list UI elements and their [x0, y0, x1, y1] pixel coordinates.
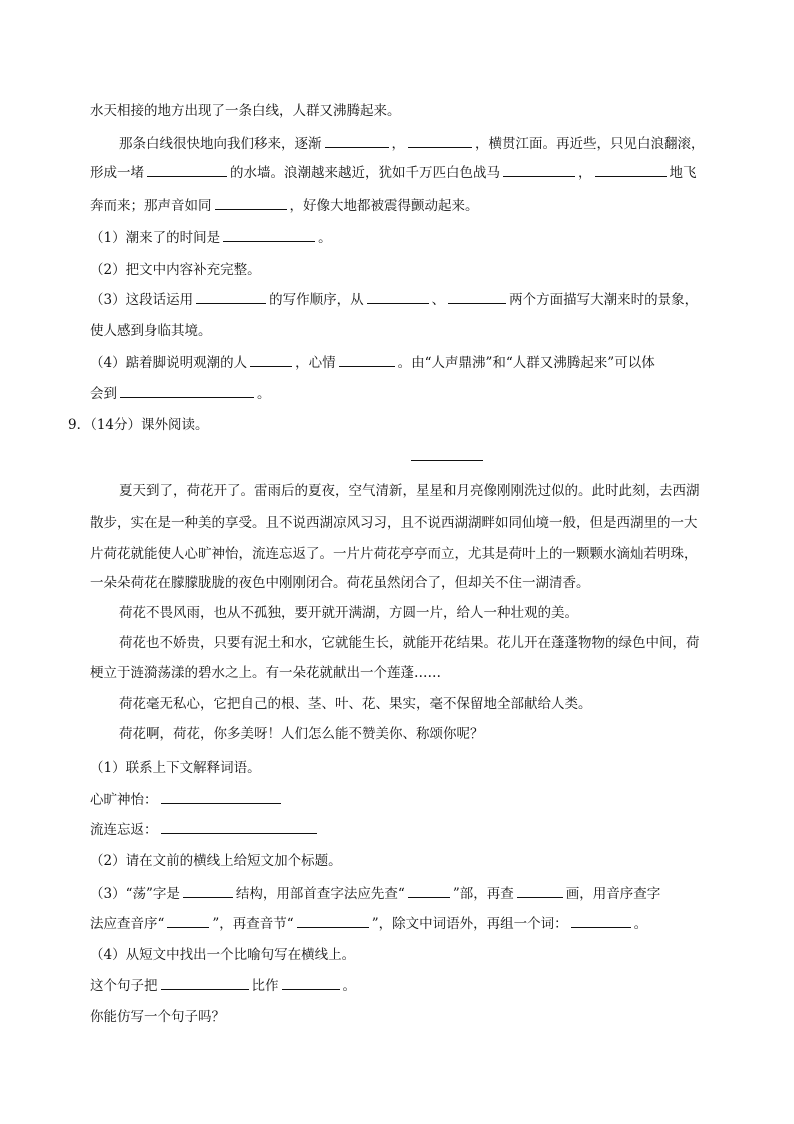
- passage-text: ，: [391, 136, 405, 152]
- passage-line: [0, 573, 794, 593]
- question-line: [0, 820, 794, 840]
- question-text: （2）请在文前的横线上给短文加个标题。: [90, 853, 342, 869]
- question-line: [0, 758, 794, 778]
- question-line: [0, 1007, 794, 1027]
- question-text: ”，再查音节“: [212, 916, 294, 932]
- title-blank[interactable]: [411, 460, 483, 461]
- question-line: [0, 353, 794, 373]
- question-line: [0, 384, 794, 404]
- question-text: 你能仿写一个句子吗？: [90, 1009, 225, 1025]
- text-line: [0, 101, 794, 121]
- question-text: ”部，再查: [452, 886, 514, 902]
- answer-blank[interactable]: [408, 134, 472, 148]
- question-text: 。: [318, 230, 332, 246]
- text-line: [0, 196, 794, 216]
- question-text: 结构，用部首查字法应先查“: [235, 886, 405, 902]
- question-text: 会到: [90, 386, 117, 402]
- passage-text: 夏天到了，荷花开了。雷雨后的夏夜，空气清新，星星和月亮像刚刚洗过似的。此时此刻，去西湖: [119, 483, 700, 499]
- question-text: 这个句子把: [90, 978, 158, 994]
- question-text: 。: [342, 978, 356, 994]
- question-line: [0, 290, 794, 310]
- question-line: [0, 884, 794, 904]
- text-line: [0, 134, 794, 154]
- passage-text: 梗立于涟漪荡漾的碧水之上。有一朵花就献出一个莲蓬……: [90, 665, 441, 681]
- answer-blank[interactable]: [167, 914, 209, 928]
- question-line: [0, 945, 794, 965]
- answer-blank[interactable]: [196, 290, 266, 304]
- text-line: [0, 163, 794, 183]
- passage-line: [0, 724, 794, 744]
- passage-line: [0, 633, 794, 653]
- answer-blank[interactable]: [448, 290, 506, 304]
- passage-text: 水天相接的地方出现了一条白线，人群又沸腾起来。: [90, 103, 401, 119]
- question-text: 使人感到身临其境。: [90, 323, 212, 339]
- passage-line: [0, 694, 794, 714]
- passage-line: [0, 513, 794, 533]
- answer-blank[interactable]: [183, 884, 233, 898]
- question-line: [0, 260, 794, 280]
- answer-blank[interactable]: [250, 353, 292, 367]
- passage-line: [0, 663, 794, 683]
- question-heading: [0, 415, 794, 435]
- passage-text: 荷花啊，荷花，你多美呀！人们怎么能不赞美你、称颂你呢？: [119, 726, 484, 742]
- answer-blank[interactable]: [215, 196, 287, 210]
- question-text: 、: [431, 292, 446, 308]
- question-text: （4）踮着脚说明观潮的人: [90, 355, 248, 371]
- answer-blank[interactable]: [517, 884, 563, 898]
- passage-text: 荷花不畏风雨，也从不孤独，要开就开满湖，方圆一片，给人一种壮观的美。: [119, 605, 578, 621]
- question-text: ，心情: [295, 355, 336, 371]
- passage-text: 一朵朵荷花在朦朦胧胧的夜色中刚刚闭合。荷花虽然闭合了，但却关不住一湖清香。: [90, 575, 590, 591]
- answer-blank[interactable]: [161, 790, 281, 804]
- question-text: （2）把文中内容补充完整。: [90, 262, 261, 278]
- passage-text: 荷花毫无私心，它把自己的根、茎、叶、花、果实，毫不保留地全部献给人类。: [119, 696, 592, 712]
- passage-text: 散步，实在是一种美的享受。且不说西湖凉风习习，且不说西湖湖畔如同仙境一般，但是西湖里的一大: [90, 515, 698, 531]
- passage-text: 奔而来；那声音如同: [90, 198, 212, 214]
- question-text: 画，用音序查字: [565, 886, 661, 902]
- question-line: [0, 914, 794, 934]
- answer-blank[interactable]: [282, 976, 340, 990]
- question-line: [0, 321, 794, 341]
- question-text: （1）联系上下文解释词语。: [90, 760, 261, 776]
- passage-text: 地飞: [669, 165, 697, 181]
- question-line: [0, 976, 794, 996]
- passage-text: 的水墙。浪潮越来越近，犹如千万匹白色战马: [230, 165, 500, 181]
- answer-blank[interactable]: [161, 976, 249, 990]
- question-text: （4）从短文中找出一个比喻句写在横线上。: [90, 947, 356, 963]
- passage-line: [0, 481, 794, 501]
- answer-blank[interactable]: [147, 163, 227, 177]
- answer-blank[interactable]: [595, 163, 667, 177]
- passage-line: [0, 603, 794, 623]
- passage-text: 片荷花就能使人心旷神怡，流连忘返了。一片片荷花亭亭而立，尤其是荷叶上的一颗颗水滴灿若明珠，: [90, 546, 698, 562]
- question-number: 9．（14分）课外阅读。: [68, 417, 209, 433]
- question-text: （3）这段话运用: [90, 292, 194, 308]
- answer-blank[interactable]: [367, 290, 429, 304]
- question-text: 比作: [251, 978, 279, 994]
- passage-text: 荷花也不娇贵，只要有泥土和水，它就能生长，就能开花结果。花儿开在蓬蓬物物的绿色中间，荷: [119, 635, 700, 651]
- passage-text: ，好像大地都被震得颤动起来。: [289, 198, 479, 214]
- word-label: 心旷神怡：: [90, 792, 158, 808]
- question-text: ”，除文中词语外，再组一个词：: [371, 916, 568, 932]
- question-text: 。由“人声鼎沸”和“人群又沸腾起来”可以体: [397, 355, 655, 371]
- passage-text: ，: [578, 165, 592, 181]
- question-text: 的写作顺序，从: [269, 292, 364, 308]
- question-line: [0, 790, 794, 810]
- answer-blank[interactable]: [223, 228, 315, 242]
- answer-blank[interactable]: [120, 384, 254, 398]
- passage-text: 形成一堵: [90, 165, 144, 181]
- question-line: [0, 851, 794, 871]
- answer-blank[interactable]: [297, 914, 369, 928]
- passage-text: 那条白线很快地向我们移来，逐渐: [119, 136, 322, 152]
- question-text: （1）潮来了的时间是: [90, 230, 221, 246]
- word-label: 流连忘返：: [90, 822, 158, 838]
- answer-blank[interactable]: [571, 914, 631, 928]
- question-line: [0, 228, 794, 248]
- answer-blank[interactable]: [503, 163, 575, 177]
- passage-line: [0, 544, 794, 564]
- question-text: （3）“荡”字是: [90, 886, 180, 902]
- question-text: 。: [257, 386, 271, 402]
- question-text: 两个方面描写大潮来时的景象，: [509, 292, 699, 308]
- answer-blank[interactable]: [408, 884, 450, 898]
- passage-text: ，横贯江面。再近些，只见白浪翻滚，: [475, 136, 705, 152]
- question-text: 。: [633, 916, 648, 932]
- answer-blank[interactable]: [161, 820, 317, 834]
- question-text: 法应查音序“: [90, 916, 165, 932]
- answer-blank[interactable]: [325, 134, 389, 148]
- answer-blank[interactable]: [339, 353, 395, 367]
